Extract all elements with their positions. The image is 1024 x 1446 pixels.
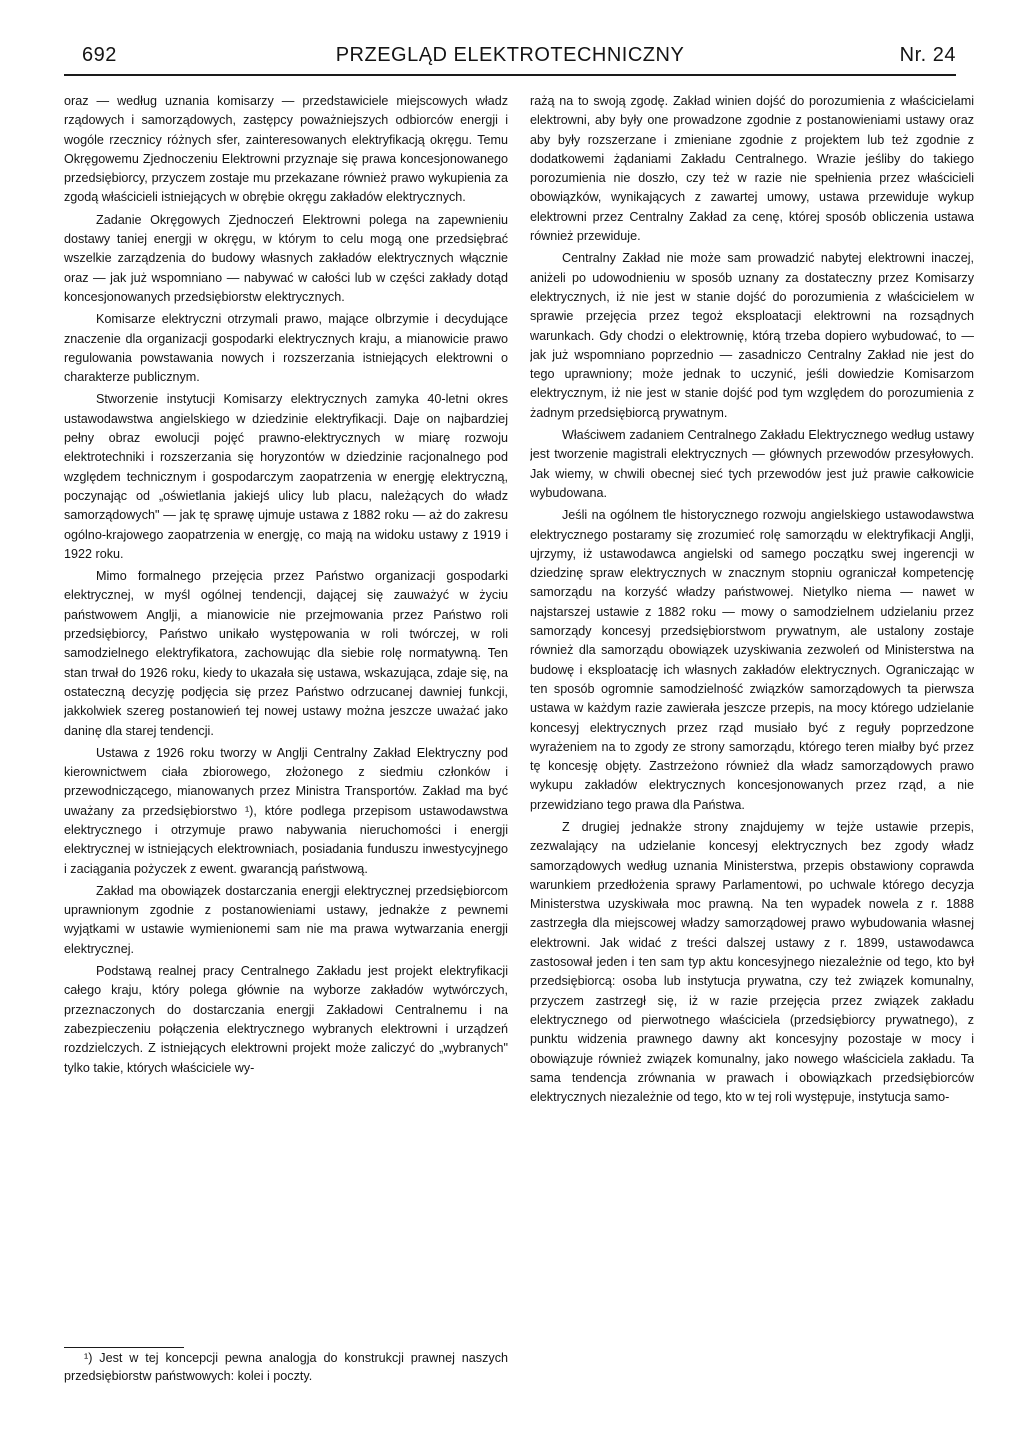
paragraph: Mimo formalnego przejęcia przez Państwo organizacji gospodarki elektrycznej, w myśl ogólnej tendencji, dającej się zauważyć w życiu państwowem Anglji, a mianowicie nie przejmowania przez Państwo roli przedsiębiorcy, Państwo unikało występowania w roli twórczej, w roli samodzielnego elektryfikatora, zachowując dla siebie rolę normatywną. Ten stan trwał do 1926 roku, kiedy to ukazała się ustawa, wskazująca, zdaje się, na ostateczną decyzję podjęcia się przez Państwo odrzucanej dawniej funkcji, jakkolwiek szereg postanowień tej nowej ustawy można jeszcze uważać jako daninę dla starej tendencji. — [64, 569, 508, 738]
paragraph: oraz — według uznania komisarzy — przedstawiciele miejscowych władz rządowych i samorządowych, zastępcy poważniejszych odbiorców energji i wogóle rzecznicy różnych sfer, zainteresowanych elektryfikacją okręgu. Temu Okręgowemu Zjednoczeniu Elektrowni przyznaje się prawa koncesjonowanego przedsiębiorcy, przyczem zostaje mu przekazane również prawo wykupienia za zgodą właścicieli istniejących w obrębie okręgu zakładów elektrycznych. — [64, 94, 508, 205]
paragraph: Ustawa z 1926 roku tworzy w Anglji Centralny Zakład Elektryczny pod kierownictwem ciała zbiorowego, złożonego z siedmiu członków i przewodniczącego, mianowanych przez Ministra Transportów. Zakład ma być uważany za przedsiębiorstwo ¹), które podlega przepisom ustawodawstwa elektrycznego i otrzymuje prawo nabywania nieruchomości i energji elektrycznej w istniejących elektrowniach, posiadania funduszu inwestycyjnego i zaciągania pożyczek z ewent. gwarancją państwową. — [64, 745, 508, 876]
issue-number: Nr. 24 — [899, 44, 956, 66]
paragraph: Jeśli na ogólnem tle historycznego rozwoju angielskiego ustawodawstwa elektrycznego postaramy się zrozumieć rolę samorządu w elektryfikacji Anglji, ujrzymy, iż ustawodawca angielski od samego początku swej ingerencji w dziedzinę spraw elektrycznych w znacznym stopniu ograniczał kompetencję samorządu na korzyść władzy państwowej. Nietylko niema — nawet w najstarszej ustawie z 1882 roku — mowy o samodzielnem udzielaniu przez samorządy koncesyj przedsiębiorstwom prywatnym, ale ustalony zostaje również dla samorządu obowiązek uzyskiwania zezwoleń od Ministerstwa na budowę i eksploatację ich własnych zakładów elektrycznych. Ograniczając w ten sposób ogromnie samodzielność związków samorządowych ta pierwsza ustawa w każdym razie zawierała jeszcze przepis, na mocy którego udzielanie koncesyj elektrycznych przez rząd musiało być z reguły poprzedzone wyrażeniem na to zgody ze strony samorządu, którego teren miałby być przez tę koncesję objęty. Zastrzeżono również dla władz samorządowych prawo wykupu zakładów elektrycznych koncesjonowanych przez rząd, a nie przewidziano tego prawa dla Państwa. — [530, 508, 974, 812]
paragraph: Centralny Zakład nie może sam prowadzić nabytej elektrowni inaczej, aniżeli po udowodnieniu w sposób uznany za dostateczny przez Komisarzy elektrycznych, iż nie jest w stanie dojść do porozumienia z właścicielem w sprawie przejęcia przez tegoż eksploatacji elektrowni na rozsądnych warunkach. Gdy chodzi o elektrownię, którą trzeba dopiero wybudować, to — jak już wspomniano poprzednio — zasadniczo Centralny Zakład nie jest do tego uprawniony; może jednak to uczynić, jeśli dowiedzie Komisarzom elektrycznym, iż nie jest w stanie dojść pod tym względem do porozumienia z żadnym przedsiębiorcą prywatnym. — [530, 251, 974, 420]
paragraph: rażą na to swoją zgodę. Zakład winien dojść do porozumienia z właścicielami elektrowni, aby były one prowadzone zgodnie z postanowieniami ustawy oraz aby były rozszerzane i zmieniane zgodnie z projektem lub też zgodnie z dodatkowemi żądaniami Zakładu Centralnego. Wrazie jeśliby do takiego porozumienia nie doszło, czy też w razie nie spełnienia przez właścicieli obowiązków, wynikających z zawartej umowy, ustawa przewiduje wykup elektrowni przez Centralny Zakład za cenę, której sposób obliczenia ustawa również przewiduje. — [530, 94, 974, 244]
paragraph: Stworzenie instytucji Komisarzy elektrycznych zamyka 40-letni okres ustawodawstwa angielskiego w dziedzinie elektryfikacji. Daje on najbardziej pełny obraz ewolucji pojęć prawno-elektrycznych w miarę rozwoju elektrotechniki i rozszerzania się horyzontów w dziedzinie racjonalnego pod względem technicznym i gospodarczym zaopatrzenia w energję elektryczną, poczynając od „oświetlania jakiejś ulicy lub placu, należących do władz samorządowych" — jak tę sprawę ujmuje ustawa z 1882 roku — aż do zakresu ogólno-krajowego zaopatrzenia w energję, co mają na widoku ustawy z 1919 i 1922 roku. — [64, 392, 508, 561]
running-header — [64, 40, 956, 76]
footnote-divider — [64, 1347, 184, 1348]
footnote-text: ¹) Jest w tej koncepcji pewna analogja do konstrukcji prawnej naszych przedsiębiorstw państwowych: kolei i poczty. — [64, 1351, 508, 1383]
paragraph: Komisarze elektryczni otrzymali prawo, mające olbrzymie i decydujące znaczenie dla organizacji gospodarki elektrycznych kraju, a mianowicie prawo regulowania powstawania nowych i rozszerzania istniejących elektrowni o charakterze publicznym. — [64, 312, 508, 385]
journal-title: PRZEGLĄD ELEKTROTECHNICZNY — [335, 44, 685, 66]
right-column — [530, 92, 974, 1412]
left-column — [64, 92, 508, 1412]
paragraph: Podstawą realnej pracy Centralnego Zakładu jest projekt elektryfikacji całego kraju, który polega głównie na wyborze zakładów wytwórczych, przeznaczonych do dostarczania energji Zakładowi Centralnemu i na zabezpieczeniu połączenia elektrycznego wybranych elektrowni i urządzeń rozdzielczych. Z istniejących elektrowni projekt może zaliczyć do „wybranych" tylko takie, których właściciele wy- — [64, 964, 508, 1075]
paragraph: Z drugiej jednakże strony znajdujemy w tejże ustawie przepis, zezwalający na udzielanie koncesyj elektrycznych bez zgody władz samorządowych według uznania Ministerstwa, przepis obstawiony coprawda warunkiem przedłożenia sprawy Parlamentowi, po uchwale którego decyzja Ministerstwa uzyskiwała moc prawną. Na ten wypadek nowela z r. 1888 zastrzegła dla miejscowej władzy samorządowej prawo wybudowania własnej elektrowni. Jak widać z treści dalszej ustawy z r. 1899, ustawodawca zastosował jeden i ten sam typ aktu koncesyjnego niezależnie od tego, kto był przedsiębiorcą: osoba lub instytucja prywatna, czy też związek komunalny, przyczem zastrzegł się, iż w razie przejęcia przez związek zakładu elektrycznego od pierwotnego właściciela (przedsiębiorcy prywatnego), z punktu widzenia prawnego dawny akt koncesyjny pozostaje w mocy i obowiązuje również związek komunalny, jako nowego właściciela zakładu. Ta sama tendencja zrównania w prawach i obowiązkach przedsiębiorców elektrycznych niezależnie od tego, kto w tej roli występuje, instytucja samo- — [530, 819, 974, 1105]
paragraph: Właściwem zadaniem Centralnego Zakładu Elektrycznego według ustawy jest tworzenie magistrali elektrycznych — głównych przewodów przesyłowych. Jak wiemy, w chwili obecnej sieć tych przewodów jest już prawie całkowicie wybudowana. — [530, 428, 974, 500]
paragraph: Zadanie Okręgowych Zjednoczeń Elektrowni polega na zapewnieniu dostawy taniej energji w okręgu, w którym to celu mogą one przedsiębrać wszelkie zarządzenia do budowy własnych zakładów elektrycznych włącznie oraz — jak już wspomniano — nabywać w całości lub w części zakłady dotąd koncesjonowanych przedsiębiorstw elektrycznych. — [64, 212, 508, 304]
page-number: 692 — [82, 44, 117, 66]
footnote — [64, 1350, 508, 1385]
paragraph: Zakład ma obowiązek dostarczania energji elektrycznej przedsiębiorcom uprawnionym zgodnie z postanowieniami ustawy, jednakże z pewnemi wyjątkami w ustawie wymienionemi sam nie ma prawa wytwarzania energji elektrycznej. — [64, 883, 508, 956]
